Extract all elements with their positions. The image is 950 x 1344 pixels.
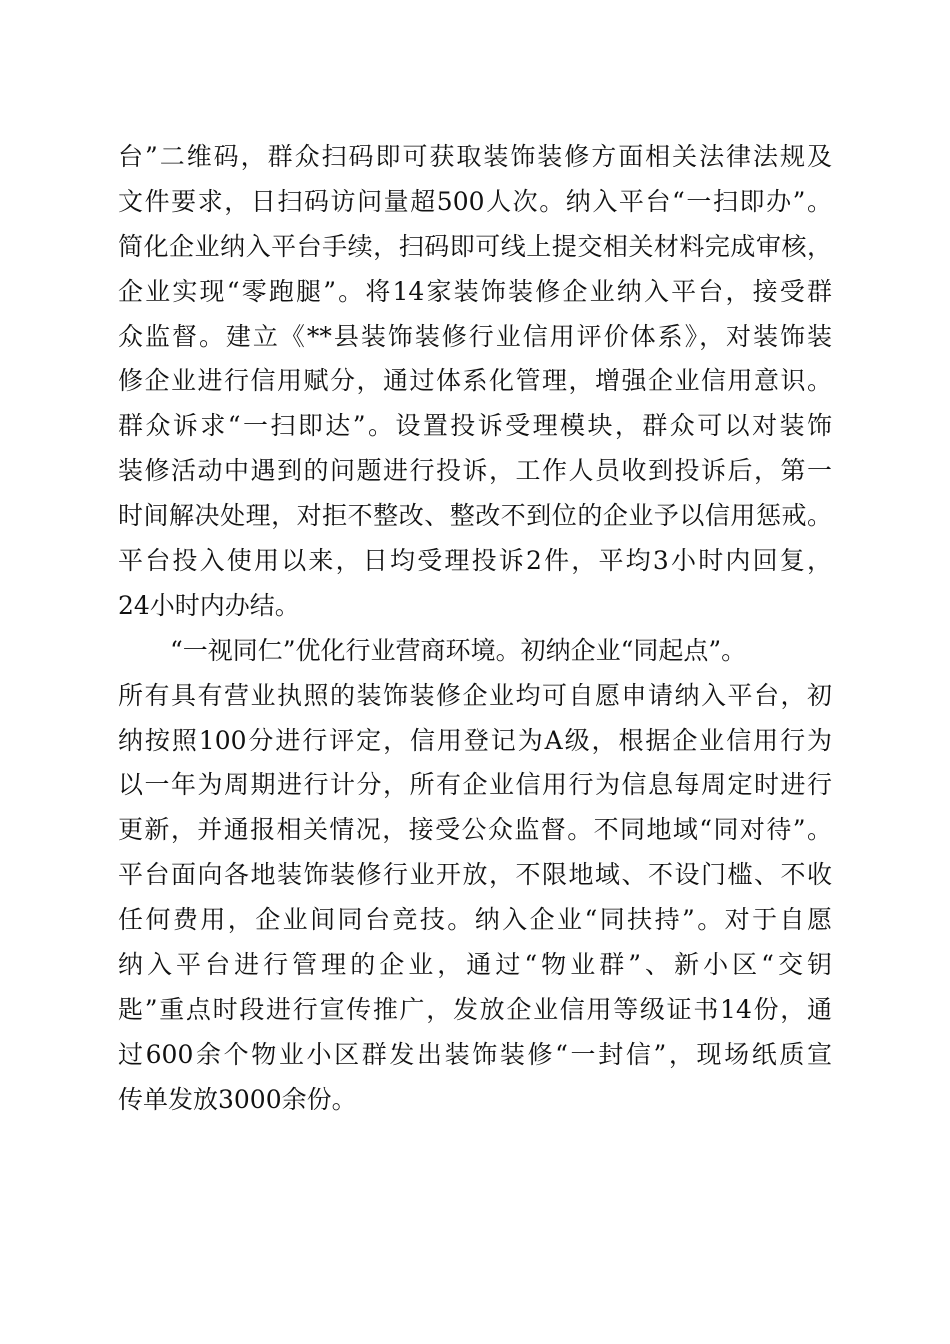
text-line: 众监督。建立《**县装饰装修行业信用评价体系》，对装饰装: [118, 321, 832, 351]
text-line: 过600余个物业小区群发出装饰装修“一封信”，现场纸质宣: [118, 1039, 832, 1069]
text-line: 平台面向各地装饰装修行业开放，不限地域、不设门槛、不收: [118, 860, 832, 890]
text-line: 所有具有营业执照的装饰装修企业均可自愿申请纳入平台，初: [118, 680, 832, 710]
text-line: 传单发放3000余份。: [118, 1084, 357, 1114]
text-line: 群众诉求“一扫即达”。设置投诉受理模块，群众可以对装饰: [118, 411, 832, 441]
text-line: 企业实现“零跑腿”。将14家装饰装修企业纳入平台，接受群: [118, 276, 832, 306]
text-line: 修企业进行信用赋分，通过体系化管理，增强企业信用意识。: [118, 366, 832, 396]
text-line: 任何费用，企业间同台竞技。纳入企业“同扶持”。对于自愿: [118, 905, 832, 935]
paragraph-first-line: “一视同仁”优化行业营商环境。初纳企业“同起点”。: [170, 635, 747, 665]
text-line: 以一年为周期进行计分，所有企业信用行为信息每周定时进行: [118, 770, 832, 800]
text-line: 24小时内办结。: [118, 590, 300, 620]
text-line: 纳入平台进行管理的企业，通过“物业群”、新小区“交钥: [118, 950, 832, 980]
text-line: 装修活动中遇到的问题进行投诉，工作人员收到投诉后，第一: [118, 456, 832, 486]
text-line: 时间解决处理，对拒不整改、整改不到位的企业予以信用惩戒。: [118, 501, 832, 531]
text-line: 匙”重点时段进行宣传推广，发放企业信用等级证书14份，通: [118, 994, 832, 1024]
text-line: 简化企业纳入平台手续，扫码即可线上提交相关材料完成审核，: [118, 231, 832, 261]
text-line: 平台投入使用以来，日均受理投诉2件，平均3小时内回复，: [118, 546, 832, 576]
text-line: 台”二维码，群众扫码即可获取装饰装修方面相关法律法规及: [118, 142, 832, 171]
body-text: [118, 135, 832, 1123]
text-line: 纳按照100分进行评定，信用登记为A级，根据企业信用行为: [118, 725, 832, 755]
text-line: 更新，并通报相关情况，接受公众监督。不同地域“同对待”。: [118, 815, 832, 845]
text-line: 文件要求，日扫码访问量超500人次。纳入平台“一扫即办”。: [118, 186, 832, 216]
